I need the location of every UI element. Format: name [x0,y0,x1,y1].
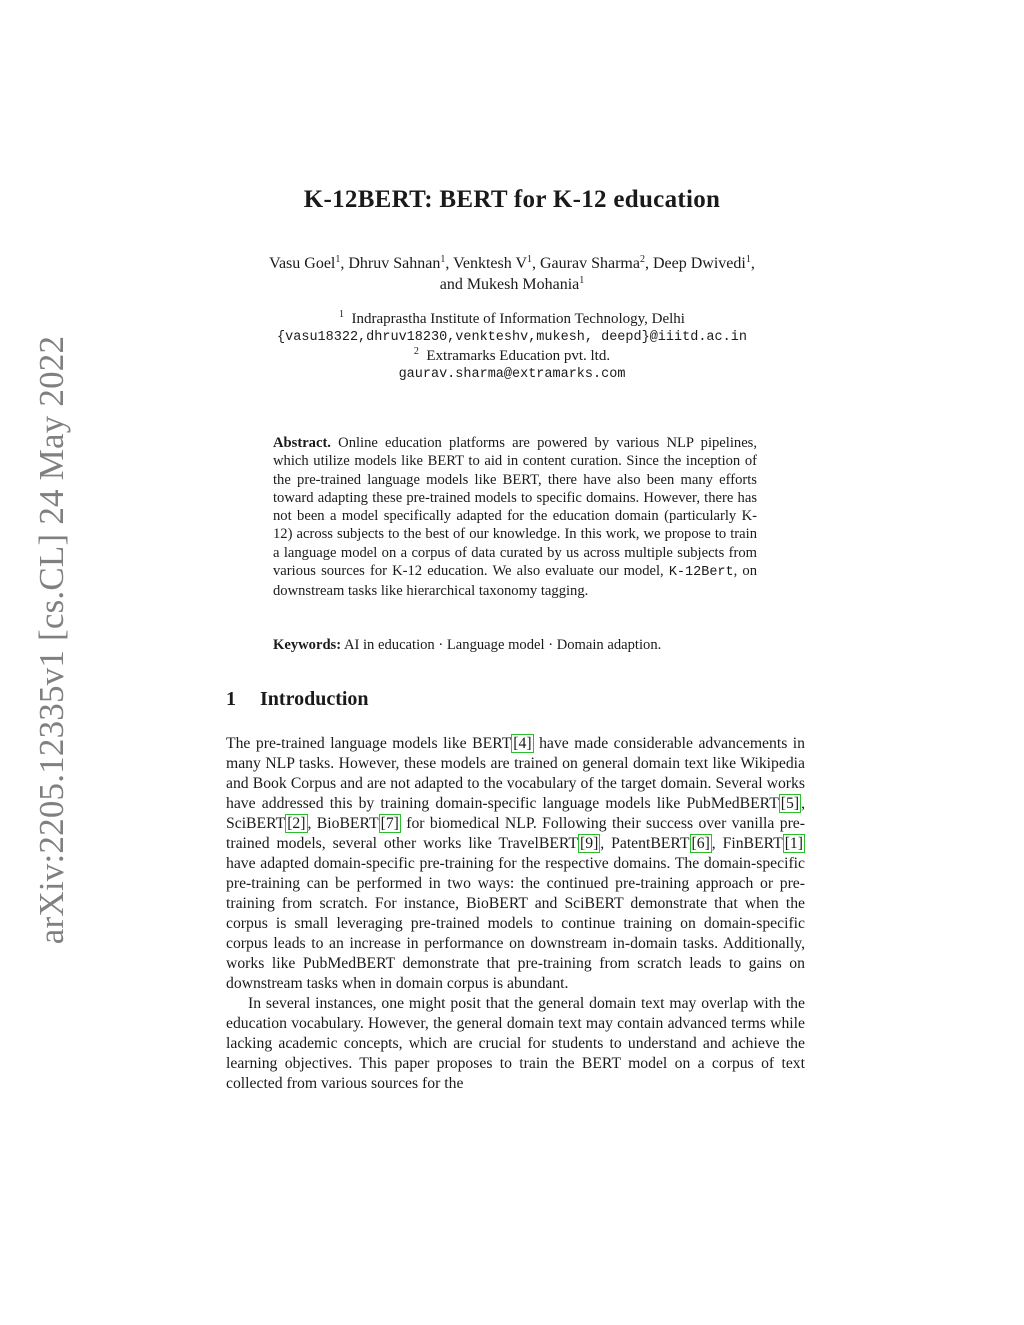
paragraph [226,734,805,994]
text-run: have adapted domain-specific pre-training for the respective domains. The domain-specific pre-training can be performed in two ways: the continued pre-training approach or pre-training from scratch. For instance, BioBERT and SciBERT demonstrate that when the corpus is small leveraging pre-trained models to continue training on domain-specific corpus leads to an increase in performance on downstream in-domain tasks. Additionally, works like PubMedBERT demonstrate that pre-training from scratch leads to gains on downstream tasks when in domain corpus is abundant. [226,855,805,992]
affiliation-mark: 1 [579,275,585,286]
text-run: , SciBERT [226,795,805,832]
arxiv-identifier: arXiv:2205.12335v1 [cs.CL] 24 May 2022 [32,335,71,945]
section-heading [226,688,369,711]
section-number: 1 [226,688,236,710]
paragraph: In several instances, one might posit that the general domain text may overlap with the education vocabulary. However, the general domain text may contain advanced terms while lacking academic concepts, which are crucial for students to understand and achieve the learning objectives. This paper proposes to train the BERT model on a corpus of text collected from various sources for the [226,995,805,1092]
citation-link[interactable]: [1] [784,835,803,852]
text-run: , PatentBERT [600,835,690,852]
citation-link[interactable]: [6] [691,835,710,852]
affiliation-mark: 1 [440,254,446,265]
paper-title: K-12BERT: BERT for K-12 education [303,186,721,213]
citation-link[interactable]: [7] [380,815,399,832]
abstract [273,434,757,601]
affiliation-mark: 1 [745,254,751,265]
affiliation-mark: 2 [639,254,645,265]
citation-link[interactable]: [2] [287,815,306,832]
author-name: Mukesh Mohania [466,276,580,293]
author-name: Vasu Goel [269,255,336,272]
text-run: , BioBERT [307,815,379,832]
citation-link[interactable]: [5] [780,795,800,812]
text-run: for biomedical NLP. Following their success over vanilla pre-trained models, several other works like TravelBERT [226,815,805,852]
text-run: , FinBERT [711,835,783,852]
author-list: Vasu Goel$^1$, Dhruv Sahnan$^1$, Venktesh $V^1$, Gaurav Sharma$^2$, Deep Dwivedi$^1$, and Mukesh Mohania$^1$ [269,254,755,293]
author-name: Dhruv Sahnan [348,255,441,272]
text-run: have made considerable advancements in many NLP tasks. However, these models are trained on general domain text like Wikipedia and Book Corpus and are not adapted to the vocabulary of the target domain. Several works have addressed this by training domain-specific language models like PubMedBERT [226,735,805,812]
citation-link[interactable]: [4] [513,735,532,752]
section-title: Introduction [260,688,369,710]
affiliation-email[interactable]: {vasu18322,dhruv18230,venkteshv,mukesh, deepd}@iiitd.ac.in [277,329,747,345]
affiliation-name: Extramarks Education pvt. ltd. [426,348,611,364]
affiliation-mark: 1 [339,309,345,320]
body-text [226,734,805,1094]
affiliation-mark: 2 [413,346,419,357]
keywords [273,636,757,654]
model-name: K-12Bert [668,565,734,581]
affiliation-mark: 1 [527,254,532,265]
affiliation-mark: 1 [335,254,341,265]
keywords-text: AI in education · Language model · Domain adaption. [343,637,662,653]
keywords-label: Keywords: [273,637,342,653]
author-name: Deep Dwivedi [652,255,746,272]
affiliation-email[interactable]: gaurav.sharma@extramarks.com [398,366,626,382]
abstract-label: Abstract. [273,435,331,451]
abstract-text: Online education platforms are powered by various NLP pipelines, which utilize models like BERT to aid in content curation. Since the inception of the pre-trained language models like BERT, there have also been many efforts toward adapting these pre-trained models to specific domains. However, there has not been a model specifically adapted for the education domain (particularly K-12) across subjects to the best of our knowledge. In this work, we propose to train a language model on a corpus of data curated by us across multiple subjects from various sources for K-12 education. We also evaluate our model, [273,435,757,580]
author-name: Venktesh V [453,255,527,272]
author-name: Gaurav Sharma [540,255,640,272]
affiliation-name: Indraprastha Institute of Information Technology, Delhi [351,311,685,327]
affiliation-block [0,310,1024,384]
abstract-tail: , on downstream tasks like hierarchical taxonomy tagging. [273,563,757,600]
citation-link[interactable]: [9] [580,835,599,852]
text-run: The pre-trained language models like BERT [226,735,512,752]
